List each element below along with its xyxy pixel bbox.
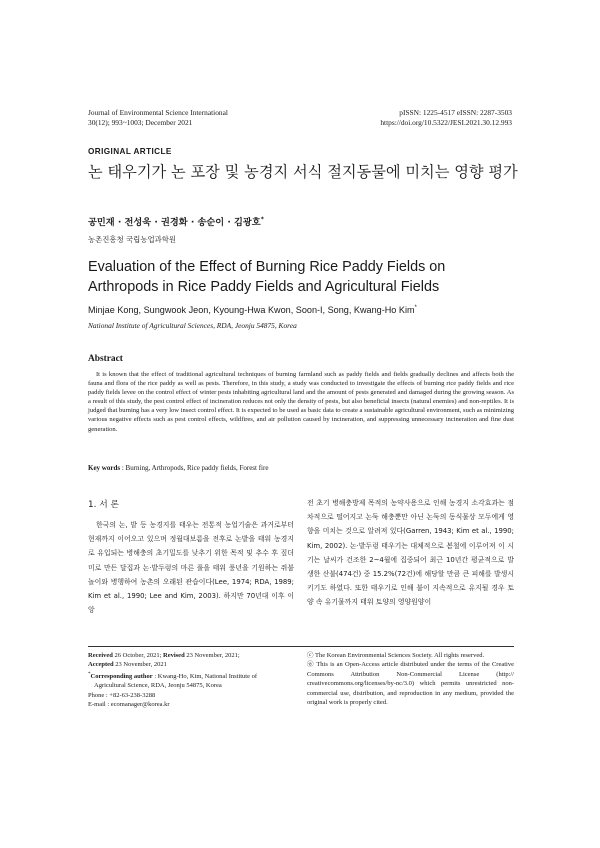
phone: Phone : +82-63-238-3288 — [88, 691, 156, 699]
revised-label: Revised — [163, 652, 185, 659]
abstract-heading: Abstract — [88, 354, 123, 364]
accepted-date: 23 November, 2021 — [113, 661, 167, 669]
corr-text-2: Agricultural Science, RDA, Jeonju 54875, Korea — [94, 682, 222, 690]
doi-link[interactable]: https://doi.org/10.5322/JESI.2021.30.12.993 — [380, 118, 512, 128]
journal-name: Journal of Environmental Science International — [88, 108, 228, 117]
intro-left-column: 한국의 논, 밭 등 농경지를 태우는 전통적 농업기술은 과거로부터 현재까지 이어오고 있으며 정월대보름을 전후로 논밭을 태워 농경지로 유입되는 병해충의 초기밀도를 낮추기 위한 목적 및 추수 후 짚더미로 만든 달집과 논·밭두렁의 마른 풀을 태워 풍년을 기원하는 쥐불놀이와 병행하여 농촌의 오래된 관습이다(Lee, 1974; RDA, 1989; Kim et al., 1990; Lee and Kim, 2003). 하지만 70년대 이후 이앙 — [88, 521, 294, 615]
revised-date: 23 November, 2021; — [184, 652, 240, 659]
journal-header-left — [88, 108, 228, 129]
received-date: 26 October, 2021; — [112, 652, 164, 659]
journal-header-right — [380, 108, 512, 129]
article-type: ORIGINAL ARTICLE — [88, 147, 172, 156]
received-label: Received — [88, 652, 113, 659]
korean-affiliation: 농촌진흥청 국립농업과학원 — [88, 235, 177, 244]
english-author-list: Minjae Kong, Sungwook Jeon, Kyoung-Hwa Kwon, Soon-I, Song, Kwang-Ho Kim — [88, 305, 415, 316]
keywords-label: Key words — [88, 464, 121, 472]
footnote-divider — [88, 646, 514, 647]
license-text: ㉭ This is an Open-Access article distributed under the terms of the Creative Commons Attribution Non-Commercial License (http:// creativecommons.org/licenses/by-nc/3.0) which permits unrestricted non-commercial use, distribution, and reproduction in any medium, provided the original work is properly cited. — [307, 661, 514, 707]
english-affiliation: National Institute of Agricultural Sciences, RDA, Jeonju 54875, Korea — [88, 321, 297, 330]
english-authors — [88, 305, 417, 315]
corr-label: Corresponding author — [90, 672, 153, 680]
email[interactable]: E-mail : ecomanager@korea.kr — [88, 701, 170, 709]
received-accepted — [88, 651, 288, 660]
accepted-line — [88, 660, 288, 669]
korean-title: 논 태우기가 논 포장 및 농경지 서식 절지동물에 미치는 영향 평가 — [88, 163, 518, 181]
corr-mark: * — [88, 671, 91, 677]
corr-text: : Kwang-Ho, Kim, National Institute of — [154, 672, 258, 680]
article-dates-footnote — [88, 651, 288, 710]
copyright-footnote — [307, 651, 514, 707]
keywords — [88, 464, 268, 472]
korean-author-list: 공민재 · 전성욱 · 권경화 · 송순이 · 김광호 — [88, 217, 261, 228]
issn: pISSN: 1225-4517 eISSN: 2287-3503 — [399, 108, 512, 117]
korean-authors — [88, 214, 264, 228]
accepted-label: Accepted — [88, 661, 114, 669]
copyright-line: ⓒ The Korean Environmental Sciences Society. All rights reserved. — [307, 652, 485, 659]
korean-author-mark: * — [260, 215, 264, 223]
keywords-list: : Burning, Arthropods, Rice paddy fields, Forest fire — [120, 464, 269, 472]
abstract-text: It is known that the effect of traditional agricultural techniques of burning farmland such as paddy fields and fields gradually declines and affects both the fauna and flora of the rice paddy as well as pests. Therefore, in this study, a study was conducted to investigate the effects of burning rice paddy fields and rice paddy fields levee on the control effect of winter pests inhabiting agricultural land and the amount of pests generated and damaged during the growing season. As a result of this study, the pest control effect of incineration reduces not only the density of pests, but also beneficial insects (natural enemies) and non-reptiles. It is judged that burning has a very low insect control effect. It is expected to be used as basic data to create a sustainable agricultural environment, such as minimizing various negative effects such as pest control effects, wildfires, and air pollution caused by incineration, and suppressing unnecessary incineration and fine dust generation. — [88, 371, 514, 433]
section-heading-intro: 1. 서 론 — [88, 500, 119, 510]
english-title: Evaluation of the Effect of Burning Rice Paddy Fields on Arthropods in Rice Paddy Fields and Agricultural Fields — [88, 259, 446, 295]
journal-volume: 30(12); 993~1003; December 2021 — [88, 118, 193, 128]
english-author-mark: * — [414, 305, 417, 311]
corresponding-author — [88, 670, 288, 691]
intro-right-column: 전 초기 병해충방제 목적의 농약사용으로 인해 농경지 소각효과는 점차적으로 떨어지고 논둑 해충뿐만 아닌 논둑의 동식물상 모두에게 영향을 미치는 것으로 알려져 있다(Garren, 1943; Kim et al., 1990; Kim, 2002). 논·밭두렁 태우기는 대체적으로 봄철에 이루어져 이 시기는 날씨가 건조한 2~4월에 집중되어 최근 10년간 평균적으로 발생한 산불(474건) 중 15.2%(72건)에 해당할 만큼 큰 피해를 발생시키기도 하였다. 또한 태우기로 인해 불이 지속적으로 유지될 경우 토양 속 유기물까지 태워 토양의 영양원양이 — [307, 499, 514, 607]
